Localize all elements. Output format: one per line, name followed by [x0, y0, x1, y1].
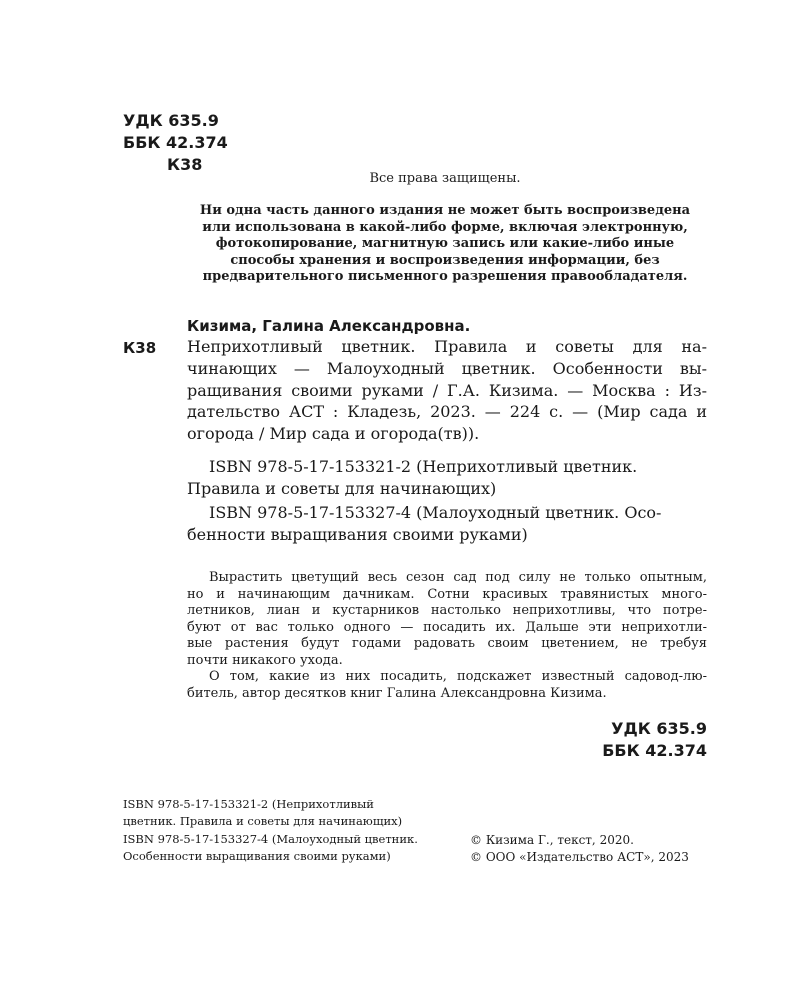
annotation-line: почти никакого ухода.	[187, 652, 343, 668]
isbn-small-line: цветник. Правила и советы для начинающих)	[123, 813, 403, 828]
classification-codes-top	[123, 110, 228, 176]
author-mark-side: К38	[123, 339, 157, 357]
isbn-line: ISBN 978-5-17-153327-4 (Малоуходный цветник. Осо-	[209, 503, 662, 522]
bibliographic-description	[187, 336, 707, 445]
udk-code: УДК 635.9	[611, 719, 707, 738]
rights-line: фотокопирование, магнитную запись или какие-либо иные	[215, 236, 675, 251]
bib-line: Неприхотливый цветник. Правила и советы для на-	[187, 337, 707, 356]
bbk-code: ББК 42.374	[602, 741, 707, 760]
copyright-line: © Кизима Г., текст, 2020.	[470, 833, 634, 847]
isbn-small-line: ISBN 978-5-17-153327-4 (Малоуходный цветник.	[123, 832, 418, 846]
isbn-small-line: Особенности выращивания своими руками)	[123, 848, 391, 863]
rights-line: способы хранения и воспроизведения информации, без	[230, 252, 660, 268]
bib-line: ращивания своими руками / Г.А. Кизима. — Москва : Из-	[187, 380, 707, 400]
rights-line: Ни одна часть данного издания не может быть воспроизведена	[199, 203, 691, 218]
annotation-line: вые растения будут годами радовать своим цветением, не требуя	[187, 636, 707, 651]
rights-line: предварительного письменного разрешения правообладателя.	[202, 269, 688, 284]
isbn-line: бенности выращивания своими руками)	[187, 525, 528, 544]
annotation-line: О том, какие из них посадить, подскажет известный садовод-лю-	[209, 669, 707, 684]
isbn-line: Правила и советы для начинающих)	[187, 479, 497, 498]
annotation	[187, 570, 707, 702]
bib-line: дательство АСТ : Кладезь, 2023. — 224 с. — (Мир сада и	[187, 402, 707, 422]
author-heading: Кизима, Галина Александровна.	[187, 317, 471, 335]
bbk-code: ББК 42.374	[123, 133, 228, 152]
isbn-entry-1	[187, 456, 707, 500]
rights-title: Все права защищены.	[369, 171, 521, 186]
isbn-list-small	[123, 796, 418, 864]
bib-line: огорода / Мир сада и огорода(тв)).	[187, 424, 480, 444]
author-mark: К38	[167, 155, 203, 174]
copyright-line: © ООО «Издательство АСТ», 2023	[470, 850, 689, 864]
annotation-line: буют от вас только одного — посадить их. Дальше эти неприхотли-	[187, 619, 707, 635]
rights-line: или использована в какой-либо форме, включая электронную,	[202, 219, 688, 235]
annotation-line: битель, автор десятков книг Галина Александровна Кизима.	[187, 685, 607, 701]
bib-line: чинающих — Малоуходный цветник. Особенности вы-	[187, 358, 707, 378]
isbn-small-line: ISBN 978-5-17-153321-2 (Неприхотливый	[123, 797, 374, 811]
isbn-line: ISBN 978-5-17-153321-2 (Неприхотливый цветник.	[209, 457, 638, 476]
udk-code: УДК 635.9	[123, 111, 219, 130]
isbn-entry-2	[187, 502, 707, 546]
rights-notice	[120, 203, 770, 286]
annotation-line: Вырастить цветущий весь сезон сад под силу не только опытным,	[209, 570, 707, 585]
annotation-line: летников, лиан и кустарников настолько неприхотливы, что потре-	[187, 603, 707, 618]
copyright-notice	[470, 832, 689, 866]
annotation-line: но и начинающим дачникам. Сотни красивых травянистых много-	[187, 586, 707, 602]
classification-codes-bottom	[602, 718, 707, 762]
